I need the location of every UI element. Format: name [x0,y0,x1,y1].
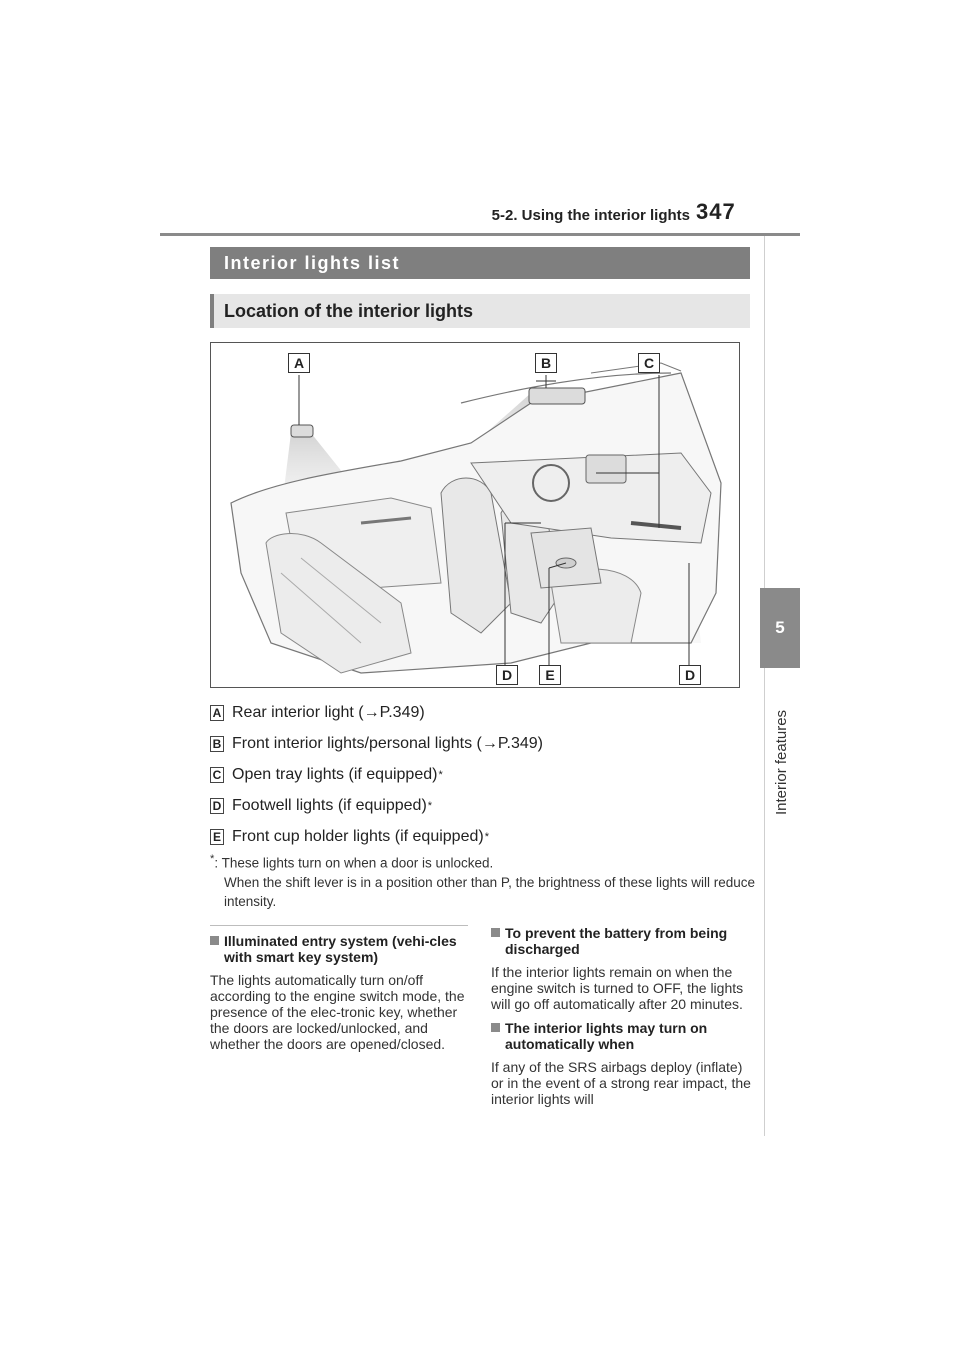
page-reference[interactable]: P.349) [497,735,543,752]
legend-item-d: D Footwell lights (if equipped) * [210,791,770,821]
legend-item-a: A Rear interior light ( → P.349) [210,698,770,728]
callout-d-left: D [496,665,518,685]
arrow-icon: → [363,704,380,721]
interior-illustration [210,342,740,688]
section-title: 5-2. Using the interior lights [491,207,690,224]
column-rule [210,925,468,926]
illuminated-entry-heading: Illuminated entry system (vehi-cles with smart key system) [210,933,470,965]
page-reference[interactable]: P.349) [379,704,425,721]
legend-item-c: C Open tray lights (if equipped) * [210,760,770,790]
chapter-tab[interactable] [760,588,800,668]
chapter-number: 5 [775,618,785,637]
bullet-square-icon [491,928,500,937]
legend-letter: A [210,705,224,721]
chapter-label [771,675,793,815]
legend-item-b: B Front interior lights/personal lights ( → P.349) [210,729,770,759]
footnote-marker: * [427,800,433,812]
callout-b: B [535,353,557,373]
illuminated-entry-body: The lights automatically turn on/off according to the engine switch mode, the presence of the elec-tronic key, whether the doors are locked/unlocked, and whether the doors are opened/closed. [210,972,465,1052]
footnote: *: These lights turn on when a door is unlocked. When the shift lever is in a position other than P, the brightness of these lights will reduce intensity. [210,853,756,909]
legend-item-e: E Front cup holder lights (if equipped) * [210,822,770,852]
bullet-square-icon [210,936,219,945]
auto-on-heading: The interior lights may turn on automatically when [491,1020,755,1052]
legend-list [210,698,770,853]
footnote-star: * [210,853,215,865]
right-column [491,925,755,1115]
header-rule [160,233,800,236]
chapter-title: Interior features [773,709,790,815]
callout-a: A [288,353,310,373]
callout-c: C [638,353,660,373]
callout-e: E [539,665,561,685]
footnote-marker: * [438,769,443,781]
legend-letter: C [210,767,224,783]
legend-letter: E [210,829,224,845]
legend-letter: B [210,736,224,752]
battery-heading: To prevent the battery from being discharged [491,925,755,957]
main-heading: Interior lights list [210,247,750,279]
legend-letter: D [210,798,224,814]
battery-body: If the interior lights remain on when the engine switch is turned to OFF, the lights will go off automatically after 20 minutes. [491,964,744,1012]
page-number: 347 [696,199,736,224]
footnote-marker: * [484,831,489,843]
auto-on-body: If any of the SRS airbags deploy (inflate) or in the event of a strong rear impact, the interior lights will [491,1059,751,1107]
side-divider [764,236,765,1136]
arrow-icon: → [481,735,498,752]
bullet-square-icon [491,1023,500,1032]
car-interior-drawing [211,343,739,687]
sub-heading: Location of the interior lights [210,294,750,328]
callout-d-right: D [679,665,701,685]
left-column [210,933,470,1060]
